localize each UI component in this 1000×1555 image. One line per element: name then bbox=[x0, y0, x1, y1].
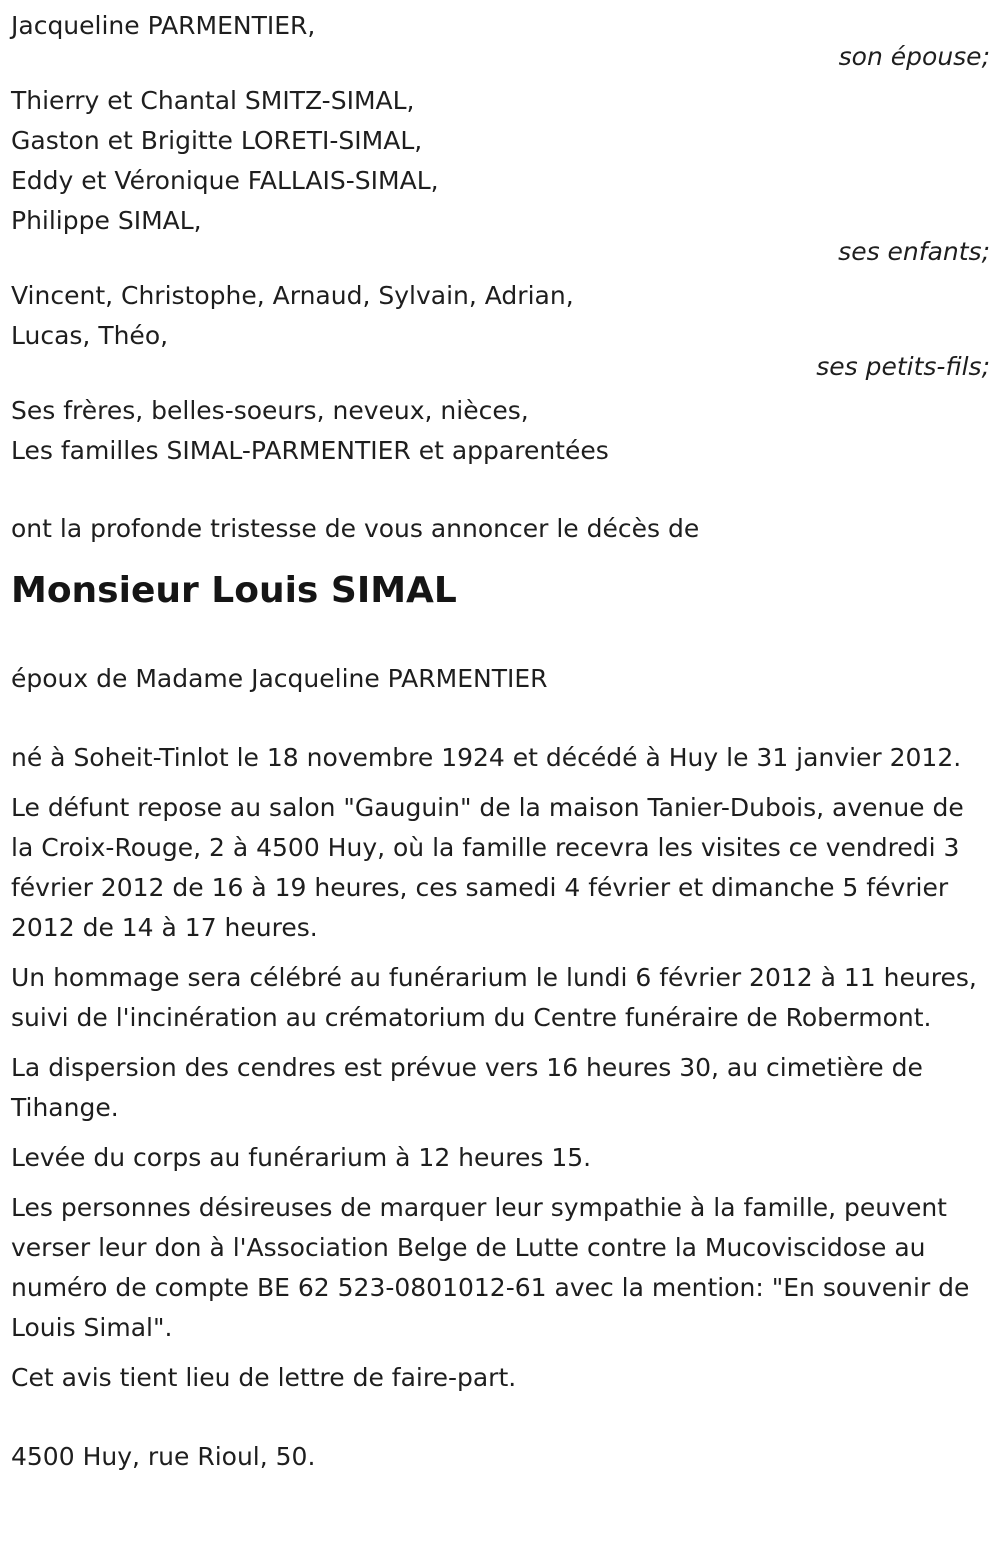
details-block bbox=[11, 738, 991, 1398]
spacer bbox=[11, 471, 991, 509]
child-line: Thierry et Chantal SMITZ-SIMAL, bbox=[11, 86, 415, 115]
deceased-name: Monsieur Louis SIMAL bbox=[11, 570, 457, 611]
children-block bbox=[11, 81, 991, 267]
spouse-role: son épouse; bbox=[838, 42, 990, 71]
others-line: Ses frères, belles-soeurs, neveux, nièces, bbox=[11, 396, 529, 425]
spacer bbox=[11, 611, 991, 659]
grandchildren-role: ses petits-fils; bbox=[816, 352, 990, 381]
visitation-paragraph: Le défunt repose au salon "Gauguin" de la maison Tanier-Dubois, avenue de la Croix-Rouge, 2 à 4500 Huy, où la famille recevra les visites ce vendredi 3 février 2012 de 16 à 19 heures, ces samedi 4 février et dimanche 5 février 2012 de 14 à 17 heures. bbox=[11, 793, 964, 942]
spacer bbox=[11, 1398, 991, 1437]
family-address: 4500 Huy, rue Rioul, 50. bbox=[11, 1442, 316, 1471]
spouse-of-text: époux de Madame Jacqueline PARMENTIER bbox=[11, 664, 548, 693]
others-block bbox=[11, 391, 991, 471]
ceremony-paragraph: Un hommage sera célébré au funérarium le lundi 6 février 2012 à 11 heures, suivi de l'incinération au crématorium du Centre funéraire de Robermont. bbox=[11, 963, 977, 1032]
grandchildren-line: Vincent, Christophe, Arnaud, Sylvain, Adrian, bbox=[11, 281, 574, 310]
spouse-block bbox=[11, 6, 991, 72]
child-line: Gaston et Brigitte LORETI-SIMAL, bbox=[11, 126, 423, 155]
grandchildren-block bbox=[11, 276, 991, 382]
notice-paragraph: Cet avis tient lieu de lettre de faire-part. bbox=[11, 1363, 517, 1392]
birth-death-paragraph: né à Soheit-Tinlot le 18 novembre 1924 et décédé à Huy le 31 janvier 2012. bbox=[11, 743, 962, 772]
spouse-name: Jacqueline PARMENTIER, bbox=[11, 11, 316, 40]
departure-paragraph: Levée du corps au funérarium à 12 heures 15. bbox=[11, 1143, 592, 1172]
child-line: Eddy et Véronique FALLAIS-SIMAL, bbox=[11, 166, 439, 195]
ashes-paragraph: La dispersion des cendres est prévue vers 16 heures 30, au cimetière de Tihange. bbox=[11, 1053, 923, 1122]
children-role: ses enfants; bbox=[838, 237, 990, 266]
others-line: Les familles SIMAL-PARMENTIER et apparentées bbox=[11, 436, 609, 465]
grandchildren-line: Lucas, Théo, bbox=[11, 321, 169, 350]
spacer bbox=[11, 699, 991, 738]
announcement-text: ont la profonde tristesse de vous annoncer le décès de bbox=[11, 514, 700, 543]
child-line: Philippe SIMAL, bbox=[11, 206, 202, 235]
donation-paragraph: Les personnes désireuses de marquer leur sympathie à la famille, peuvent verser leur don à l'Association Belge de Lutte contre la Mucoviscidose au numéro de compte BE 62 523-0801012-61 avec la mention: "En souvenir de Louis Simal". bbox=[11, 1193, 970, 1342]
obituary-notice bbox=[11, 6, 991, 1477]
